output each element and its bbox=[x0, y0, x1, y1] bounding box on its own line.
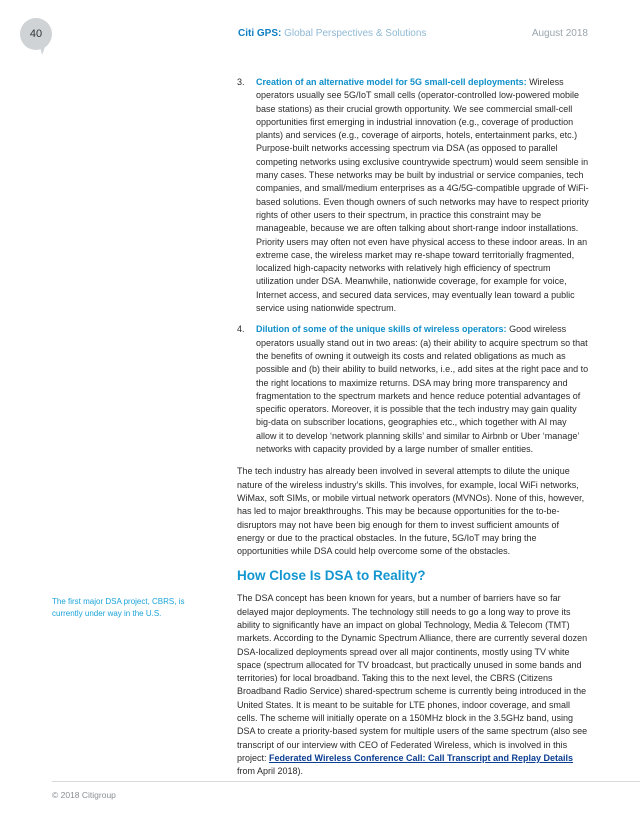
list-item-text: Good wireless operators usually stand out in two areas: (a) their ability to acquire spectrum so that the benefits of owning it outweigh its costs and related obligations as much as possible and (b) their ability to build networks, i.e., add sites at the right pace and to the right locations to maximize returns. DSA may bring more transparency and fragmentation to the spectrum markets and hence reduce potential advantages of specific operators. Moreover, it is possible that the tech industry may gain quality big-data on subscriber locations, geographies etc., which together with AI may allow it to develop ‘network planning skills’ and similar to Airbnb or Uber ‘manage’ networks with capacity provided by a large number of smaller entities. bbox=[256, 324, 589, 455]
list-item-number: 3. bbox=[237, 77, 245, 87]
body-paragraph: The tech industry has already been involved in several attempts to dilute the unique nature of the wireless industry’s skills. This involves, for example, local WiFi networks, WiMax, soft SIMs, or mobile virtual network operators (MVNOs). None of this, however, has led to major breakthroughs. This may be because opportunities for the to-be-disruptors may not have been big enough for them to invest sufficient amounts of energy or due to the practical obstacles. In the future, 5G/IoT may bring the opportunities while DSA could help overcome some of the obstacles. bbox=[237, 466, 585, 557]
page-number-badge bbox=[20, 18, 52, 50]
side-note: The first major DSA project, CBRS, is currently under way in the U.S. bbox=[52, 597, 185, 618]
page-number: 40 bbox=[29, 28, 43, 40]
header-date: August 2018 bbox=[531, 28, 588, 39]
list-item bbox=[237, 323, 589, 456]
paragraph-text-end: from April 2018). bbox=[237, 766, 304, 777]
list-item-number: 4. bbox=[237, 324, 245, 335]
list-item bbox=[237, 76, 589, 315]
header-brand: Citi GPS: bbox=[238, 28, 282, 39]
list-item-text: Wireless operators usually see 5G/IoT small cells (operator-controlled low-powered mobile base stations) as their crucial growth opportunity. We see commercial small-cell opportunities first emerging in industrial innovation (e.g., coverage of production plants) and services (e.g., coverage of airports, hotels, entertainment parks, etc.) Purpose-built networks accessing spectrum via DSA (as opposed to parallel competing networks using exclusive countrywide spectrum) would seem sensible in many cases. These networks may be built by industrial or service companies, tech companies, and small/medium enterprises as a 4G/5G-compatible upgrade of WiFi-based solutions. Even though owners of such networks may have to respect priority rights of other users to their spectrum, in practice this constraint may be manageable, because we are often talking about short-range indoor installations. Priority users may often not even have physical access to these indoor areas. In an extreme case, the wireless market may re-shape toward territorially fragmented, localized high-capacity networks with relatively high efficiency of spectrum utilization under DSA. Meanwhile, nationwide coverage, for example for voice, Internet access, and secured data services, may eventually lean toward a public service using nationwide spectrum. bbox=[256, 77, 589, 314]
page-badge-tail-icon bbox=[36, 43, 46, 55]
main-content bbox=[237, 76, 589, 779]
paragraph-text: The DSA concept has been known for years, but a number of barriers have so far delayed major deployments. The technology still needs to go a long way to prove its ability to significantly have an impact on global Technology, Media & Telecom (TMT) markets. According to the Dynamic Spectrum Alliance, there are currently several dozen DSA-localized deployments spread over all major continents, mostly using TV white space (spectrum allocated for TV broadcast, but practically unused in some bands and territories) for local broadband. Taking this to the next level, the CBRS (Citizens Broadband Radio Service) shared-spectrum scheme is currently being introduced in the United States. It is meant to be suitable for LTE phones, indoor coverage, and small cells. The scheme will initially operate on a 150MHz block in the 3.5GHz band, using DSA to create a priority-based system for multiple users of the same spectrum (also see transcript of our interview with CEO of Federated Wireless, which is involved in this project: bbox=[237, 593, 588, 763]
federated-wireless-link[interactable]: Federated Wireless Conference Call: Call Transcript and Replay Details bbox=[269, 752, 574, 763]
footer-copyright: © 2018 Citigroup bbox=[52, 790, 116, 800]
header-title bbox=[238, 28, 426, 39]
page-header bbox=[238, 28, 588, 39]
footer-divider bbox=[52, 781, 640, 782]
list-item-lead: Creation of an alternative model for 5G small-cell deployments: bbox=[256, 77, 527, 87]
header-subtitle: Global Perspectives & Solutions bbox=[284, 28, 427, 39]
section-heading: How Close Is DSA to Reality? bbox=[237, 568, 426, 584]
body-paragraph bbox=[237, 592, 589, 778]
list-item-lead: Dilution of some of the unique skills of wireless operators: bbox=[256, 324, 507, 335]
